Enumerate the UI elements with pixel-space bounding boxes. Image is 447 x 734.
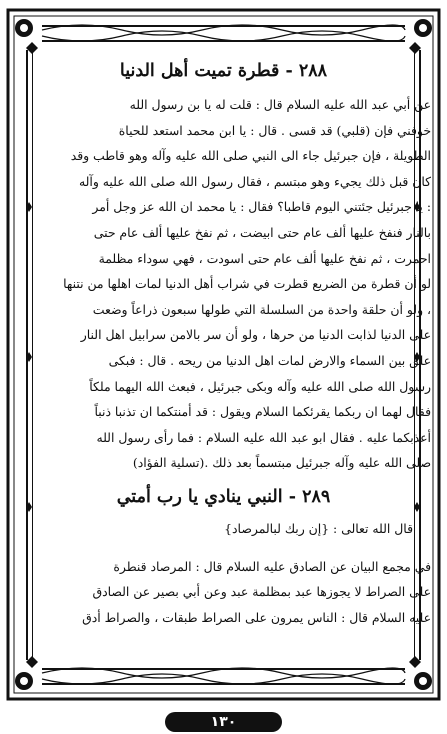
text-line: علق بين السماء والارض لمات اهل الدنيا من ريحه . قال : فبكى bbox=[108, 352, 431, 368]
text-line: على الصراط لا يجوزها عبد بمظلمة عبد وعن أبي بصير عن الصادق bbox=[92, 584, 431, 600]
section-288-text bbox=[16, 92, 431, 476]
page-body bbox=[16, 58, 431, 653]
section-heading-288: ٢٨٨ - قطرة تميت أهل الدنيا bbox=[119, 61, 328, 81]
text-line: أعذبكما عليه . فقال ابو عبد الله عليه السلام : فما رأى رسول الله bbox=[96, 429, 431, 445]
section-heading-289: ٢٨٩ - النبي ينادي يا رب أمتي bbox=[116, 486, 331, 507]
section-289-text bbox=[16, 554, 431, 631]
text-line: رسول الله صلى الله عليه وآله وبكى جبرئيل ، فبعث الله اليهما ملكاً bbox=[89, 378, 431, 394]
text-line: : يا جبرئيل جئتني اليوم قاطبا؟ فقال : يا محمد ان الله عز وجل أمر bbox=[92, 199, 431, 215]
quran-verse: قال الله تعالى : {إن ربك لبالمرصاد} bbox=[224, 520, 413, 536]
text-line: على الدنيا لذابت الدنيا من حرها ، ولو أن سر بالامن سرابيل اهل النار bbox=[80, 327, 431, 343]
text-line: لو أن قطرة من الضريع قطرت في شراب أهل الدنيا لمات اهلها من نتنها bbox=[63, 276, 431, 292]
text-line: كان قبل ذلك يجيء وهو مبتسم ، فقال رسول الله صلى الله عليه وآله bbox=[78, 173, 431, 189]
text-line: خوفني فإن (قلبي) قد قسى . قال : يا ابن محمد استعد للحياة bbox=[118, 122, 431, 138]
text-line: عليه السلام قال : الناس يمرون على الصراط طبقات ، والصراط أدق bbox=[82, 609, 431, 625]
text-line: عن أبي عبد الله عليه السلام قال : قلت له يا بن رسول الله bbox=[129, 97, 431, 112]
text-line: ، ولو أن حلقة واحدة من السلسلة التي طولها سبعون ذراعاً وضعت bbox=[92, 301, 431, 317]
text-line: احمرت ، ثم نفخ عليها ألف عام حتى اسودت ، فهي سوداء مظلمة bbox=[98, 250, 431, 266]
page-number: ١٣٠ bbox=[165, 712, 282, 732]
text-line: بالنار فنفخ عليها ألف عام حتى ابيضت ، ثم نفخ عليها ألف عام حتى bbox=[93, 224, 431, 240]
text-line: فقال لهما ان ربكما يقرئكما السلام ويقول : قد أمنتكما ان تذنبا ذنباً bbox=[94, 404, 431, 420]
text-line: الطويلة ، فإن جبرئيل جاء الى النبي صلى الله عليه وآله وهو قاطب وقد bbox=[70, 148, 431, 164]
text-line: صلى الله عليه وآله جبرئيل مبتسماً بعد ذلك .(تسلية الفؤاد) bbox=[132, 455, 431, 471]
text-line: في مجمع البيان عن الصادق عليه السلام قال : المرصاد قنطرة bbox=[113, 558, 431, 574]
